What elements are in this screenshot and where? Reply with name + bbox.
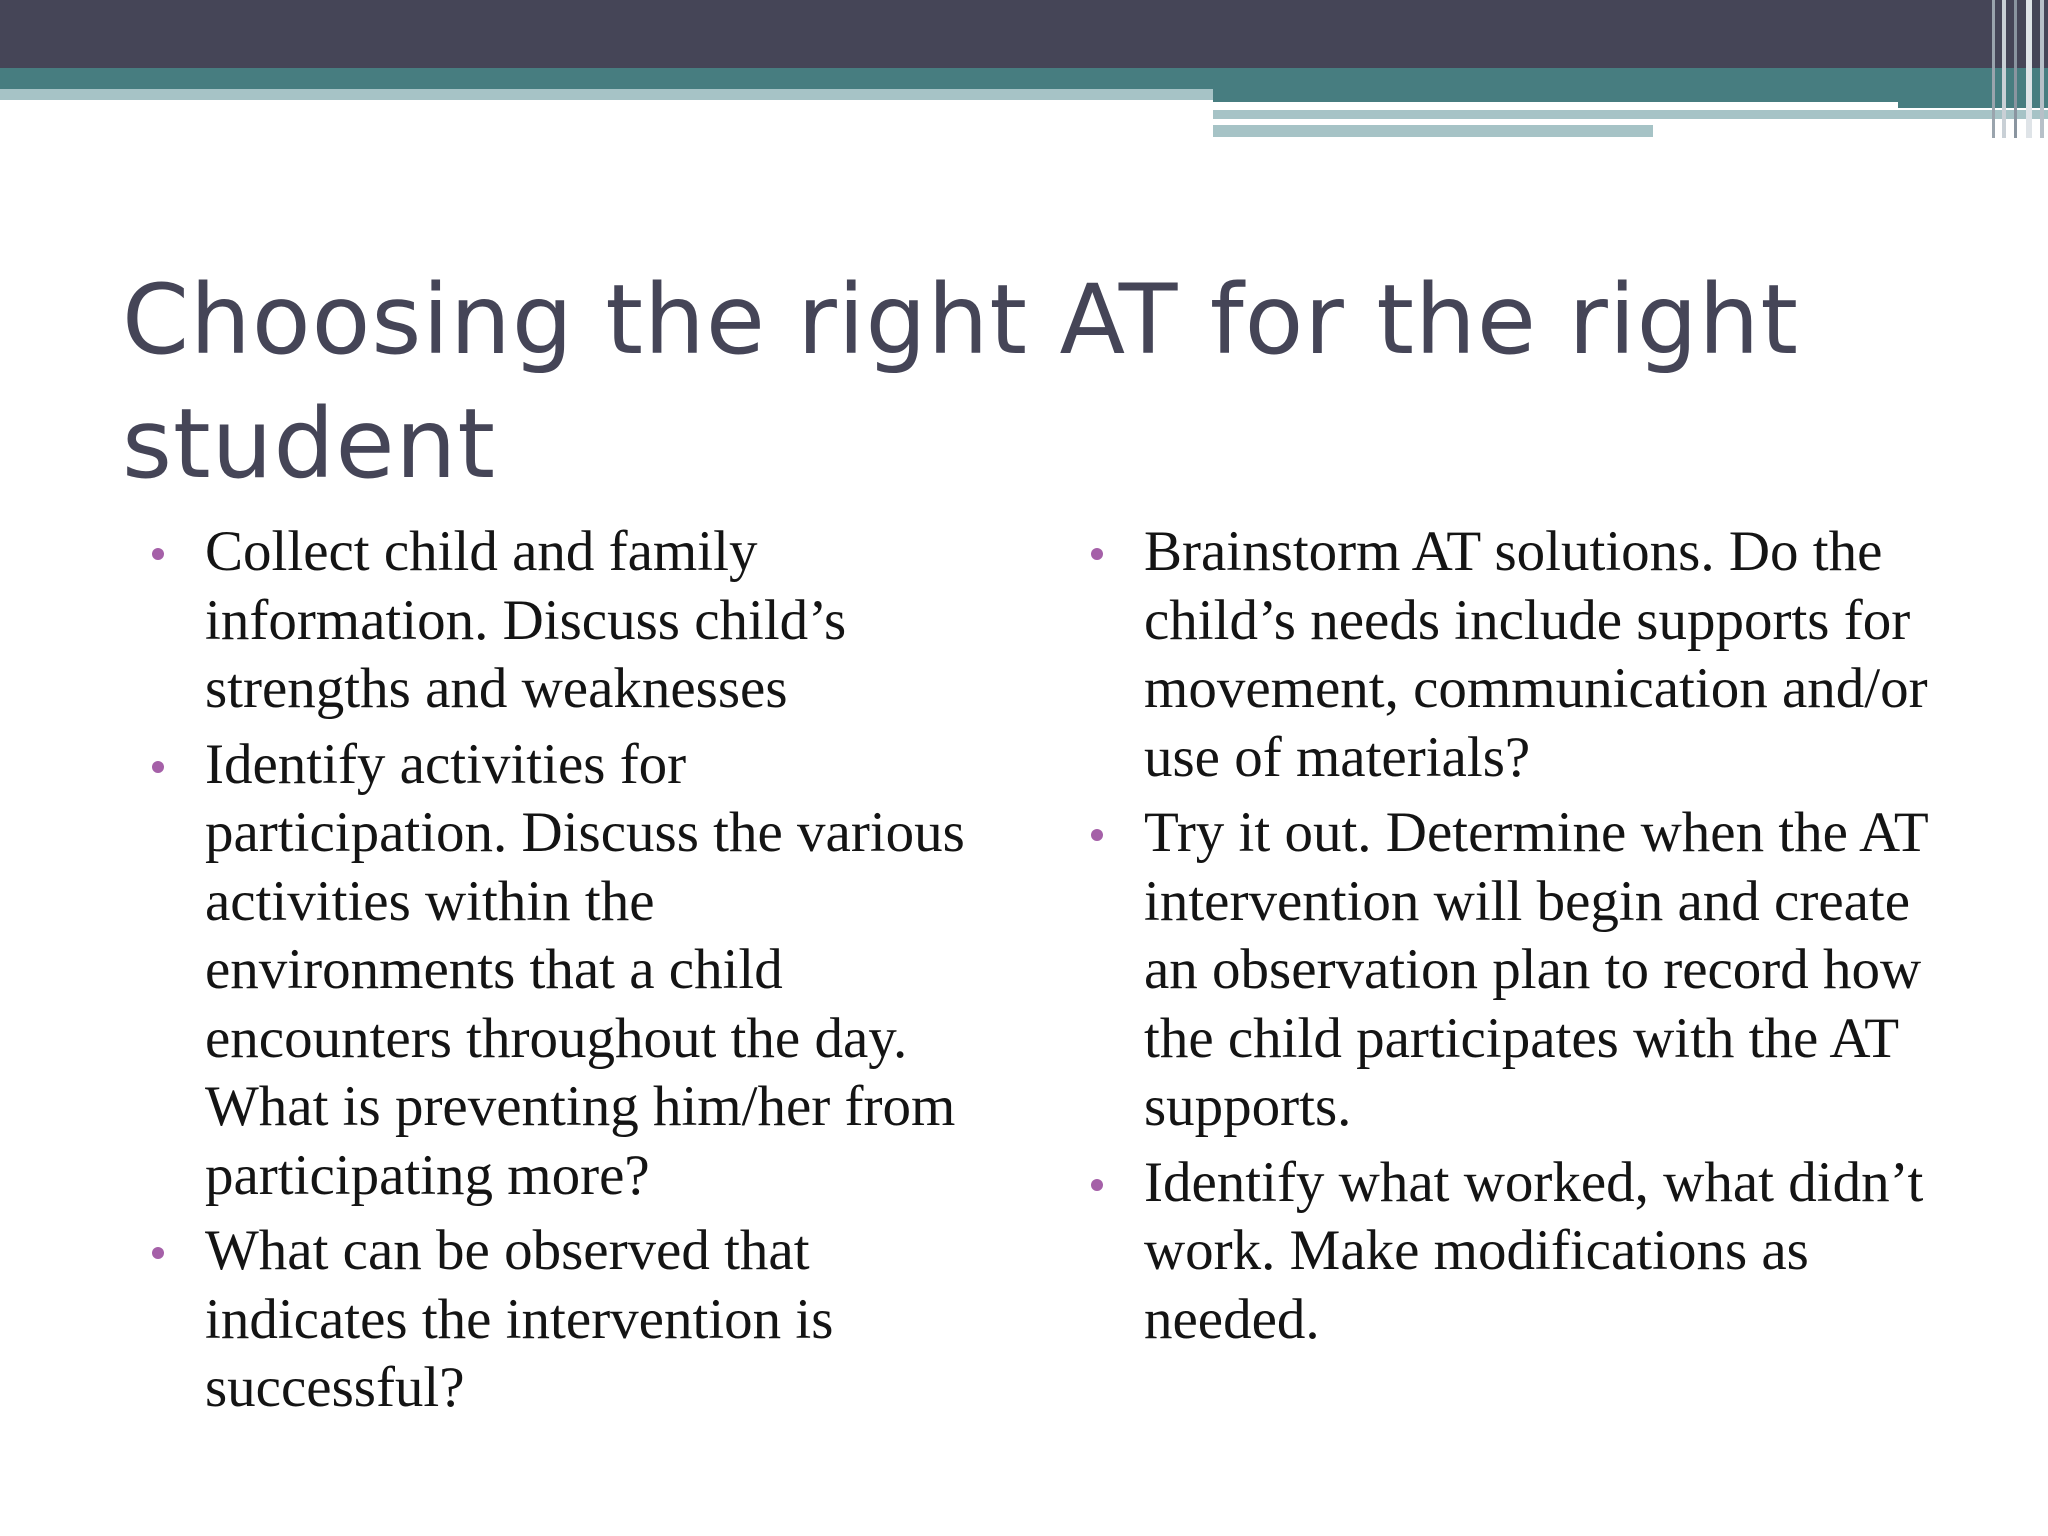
header-band-light-left: [0, 89, 1213, 100]
bullet-try-it-out: Try it out. Determine when the AT intervention will begin and create an observation plan to record how the child participates with the AT supports.: [1144, 799, 1944, 1142]
header-stripe-white-lower: [1213, 119, 1898, 125]
bullet-brainstorm: Brainstorm AT solutions. Do the child’s needs include supports for movement, communication and/or use of materials?: [1144, 518, 1944, 792]
header-vertical-lines: [1986, 0, 2048, 138]
bullet-identify-results: Identify what worked, what didn’t work. Make modifications as needed.: [1144, 1149, 1944, 1355]
left-bullet-list: [205, 518, 965, 1430]
bullet-collect-info: Collect child and family information. Discuss child’s strengths and weaknesses: [205, 518, 965, 724]
slide-title: Choosing the right AT for the right student: [122, 264, 1799, 500]
header-band-dark: [0, 0, 2048, 68]
header-stripe-light-upper: [1213, 110, 2048, 119]
bullet-observe-success: What can be observed that indicates the intervention is successful?: [205, 1217, 965, 1423]
header-stripe-light-lower: [1213, 125, 1653, 137]
header-stripe-white-upper: [1213, 102, 1898, 110]
header-band-teal-left: [0, 68, 1213, 89]
header-band-teal-right: [1213, 68, 2048, 108]
bullet-identify-activities: Identify activities for participation. Discuss the various activities within the environments that a child encounters throughout the day. What is preventing him/her from participating more?: [205, 731, 965, 1211]
right-bullet-list: [1144, 518, 1944, 1361]
